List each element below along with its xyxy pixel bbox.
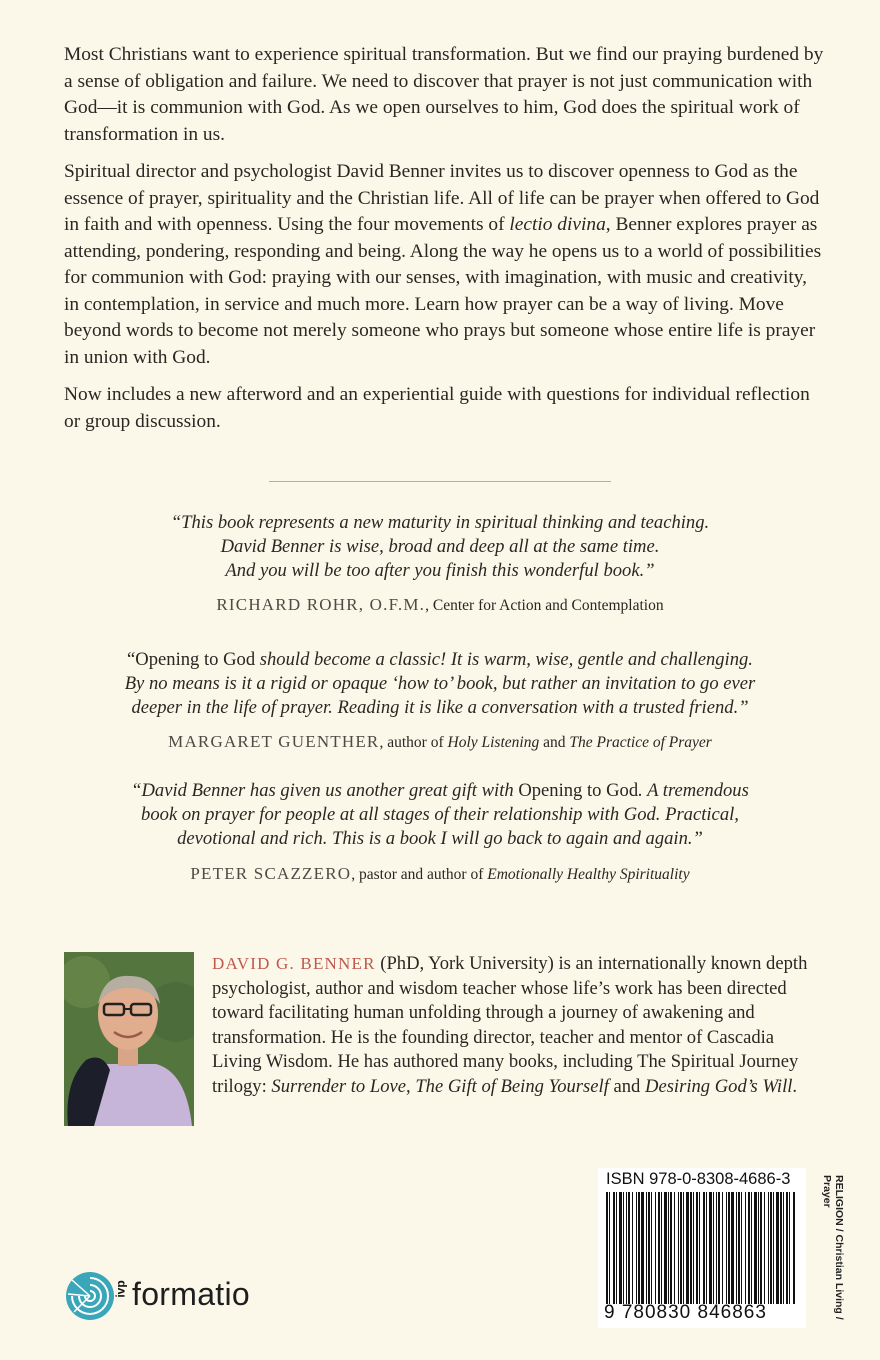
barcode-bar	[670, 1192, 672, 1304]
barcode-bar	[678, 1192, 679, 1304]
barcode-bar	[728, 1192, 730, 1304]
barcode-bar	[745, 1192, 746, 1304]
barcode-bar	[718, 1192, 720, 1304]
barcode-bar	[731, 1192, 734, 1304]
quote-line: And you will be too after you finish this wonderful book.”	[225, 560, 655, 581]
book-title: Holy Listening	[447, 734, 540, 751]
barcode-bar	[646, 1192, 647, 1304]
bio-text: ,	[406, 1075, 416, 1097]
barcode-bar	[658, 1192, 660, 1304]
book-title: The Gift of Being Yourself	[415, 1075, 609, 1097]
barcode-bar	[693, 1192, 694, 1304]
barcode-panel	[598, 1168, 806, 1328]
barcode-bar	[706, 1192, 707, 1304]
quote-line: book on prayer for people at all stages of their relationship with God. Practical,	[141, 804, 739, 825]
nautilus-icon	[64, 1268, 114, 1324]
publisher-logo	[64, 1268, 274, 1324]
bisac-category	[821, 1175, 845, 1320]
endorser-affiliation: , Center for Action and Contemplation	[425, 597, 664, 614]
book-title: Emotionally Healthy Spirituality	[487, 866, 690, 883]
blurb-paragraph-2	[64, 159, 824, 371]
book-title: The Practice of Prayer	[569, 734, 712, 751]
barcode-bar	[776, 1192, 779, 1304]
quote-text: “David Benner has given us another great gift with	[131, 780, 519, 801]
barcode-bar	[638, 1192, 640, 1304]
quote-text: should become a classic! It is warm, wise, gentle and challenging.	[255, 649, 753, 670]
barcode-bar	[623, 1192, 624, 1304]
barcode-bar	[713, 1192, 714, 1304]
barcode-bar	[651, 1192, 652, 1304]
blurb-italic: lectio divina	[509, 214, 606, 235]
barcode-bar	[648, 1192, 650, 1304]
barcode-bar	[680, 1192, 682, 1304]
endorsement-guenther-quote	[70, 648, 810, 720]
barcode-bar	[606, 1192, 608, 1304]
category-line: RELIGION / Christian Living /	[833, 1175, 845, 1320]
author-name: DAVID G. BENNER	[212, 954, 376, 973]
barcode-bar	[609, 1192, 610, 1304]
blurb-paragraph-3: Now includes a new afterword and an experiential guide with questions for individual reflection or group discussion.	[64, 384, 810, 432]
barcode-bar	[696, 1192, 698, 1304]
barcode-bar	[616, 1192, 617, 1304]
endorser-name: PETER SCAZZERO	[190, 864, 352, 883]
barcode-bar	[751, 1192, 752, 1304]
endorsement-rohr-attribution	[60, 595, 820, 616]
book-title-roman: “Opening to God	[127, 649, 256, 670]
barcode-bar	[690, 1192, 692, 1304]
barcode-bar	[748, 1192, 750, 1304]
endorsement-rohr-quote	[70, 511, 810, 583]
barcode-bar	[619, 1192, 622, 1304]
barcode-bar	[770, 1192, 772, 1304]
quote-text: . A tremendous	[638, 780, 749, 801]
barcode-bar	[726, 1192, 727, 1304]
quote-line: deeper in the life of prayer. Reading it is like a conversation with a trusted friend.”	[131, 697, 749, 718]
barcode-bar	[736, 1192, 737, 1304]
barcode-bar	[699, 1192, 700, 1304]
endorser-affiliation: and	[539, 734, 570, 751]
blurb-text: Spiritual director and psychologist David Benner invites us to discover openness to God as the essence of prayer, spirituality and the Christian life. All of life can be prayer when offered to God in faith and with openness. Using the four movements of	[64, 161, 820, 235]
barcode-bar	[754, 1192, 757, 1304]
book-title: Surrender to Love	[271, 1075, 407, 1097]
book-title-roman: Opening to God	[518, 780, 639, 801]
barcode-bar	[768, 1192, 769, 1304]
blurb-paragraph-1: Most Christians want to experience spiritual transformation. But we find our praying burdened by a sense of obligation and failure. We need to discover that prayer is not just communication with God—it is communion with God. As we open ourselves to him, God does the spiritual work of transformation in us.	[64, 44, 824, 145]
barcode-bar	[758, 1192, 759, 1304]
barcode-bar	[780, 1192, 782, 1304]
quote-line	[70, 648, 810, 672]
endorser-affiliation: , pastor and author of	[351, 866, 488, 883]
bio-text: and	[608, 1075, 646, 1097]
quote-line: By no means is it a rigid or opaque ‘how to’ book, but rather an invitation to go ever	[124, 673, 756, 694]
endorsement-scazzero-quote	[70, 779, 810, 851]
barcode-bar	[741, 1192, 742, 1304]
endorser-affiliation: , author of	[379, 734, 448, 751]
barcode-bar	[613, 1192, 615, 1304]
gold-divider	[269, 481, 611, 482]
author-photo	[64, 952, 194, 1126]
barcode-bar	[722, 1192, 723, 1304]
isbn-text: ISBN 978-0-8308-4686-3	[606, 1170, 791, 1188]
endorsement-scazzero-attribution	[60, 864, 820, 885]
barcode-bar	[632, 1192, 633, 1304]
category-line: Prayer	[821, 1175, 833, 1208]
barcode-bar	[655, 1192, 656, 1304]
book-title: Desiring God’s Will	[645, 1075, 793, 1097]
barcode-bar	[764, 1192, 765, 1304]
endorsement-guenther-attribution	[60, 732, 820, 753]
barcode-bar	[760, 1192, 762, 1304]
barcode-bar	[686, 1192, 689, 1304]
endorser-name: RICHARD ROHR, O.F.M.	[216, 595, 426, 614]
publisher-name: formatio	[132, 1276, 250, 1312]
barcode-bar	[703, 1192, 705, 1304]
back-cover-blurb	[64, 42, 824, 446]
quote-line	[70, 779, 810, 803]
barcode-bar	[709, 1192, 712, 1304]
barcode-bar	[628, 1192, 630, 1304]
barcode-bar	[661, 1192, 662, 1304]
quote-line: devotional and rich. This is a book I will go back to again and again.”	[177, 828, 703, 849]
barcode-bar	[738, 1192, 740, 1304]
barcode-bar	[636, 1192, 637, 1304]
quote-line: David Benner is wise, broad and deep all at the same time.	[220, 536, 660, 557]
barcode-bar	[683, 1192, 684, 1304]
barcode-bar	[668, 1192, 669, 1304]
quote-line: “This book represents a new maturity in spiritual thinking and teaching.	[170, 512, 710, 533]
author-bio	[212, 952, 812, 1099]
barcode-bar	[783, 1192, 784, 1304]
endorser-name: MARGARET GUENTHER	[168, 732, 380, 751]
barcode-bar	[716, 1192, 717, 1304]
barcode-number: 9 780830 846863	[604, 1302, 767, 1323]
barcode-bar	[664, 1192, 667, 1304]
barcode-bar	[773, 1192, 774, 1304]
publisher-imprint: ivp	[113, 1280, 128, 1298]
bio-text: (PhD, York University) is an internationally known depth psychologist, author and wisdom teacher whose life’s work has been directed toward facilitating human unfolding through a journey of awakening and transformation. He is the founding director, teacher and mentor of Cascadia Living Wisdom. He has authored many books, including The Spiritual Journey trilogy:	[212, 953, 808, 1097]
barcode-bar	[789, 1192, 790, 1304]
blurb-text: , Benner explores prayer as attending, pondering, responding and being. Along the way he opens us to a world of possibilities for communion with God: praying with our senses, with imagination, with music and creativity, in contemplation, in service and much more. Learn how prayer can be a way of living. Move beyond words to become not merely someone who prays but someone whose entire life is prayer in union with God.	[64, 214, 822, 368]
barcode-bar	[786, 1192, 788, 1304]
barcode-bar	[641, 1192, 644, 1304]
barcode-bar	[626, 1192, 627, 1304]
barcode-bar	[793, 1192, 795, 1304]
barcode-bars	[606, 1192, 798, 1304]
barcode-bar	[674, 1192, 675, 1304]
bio-text: .	[792, 1075, 798, 1097]
